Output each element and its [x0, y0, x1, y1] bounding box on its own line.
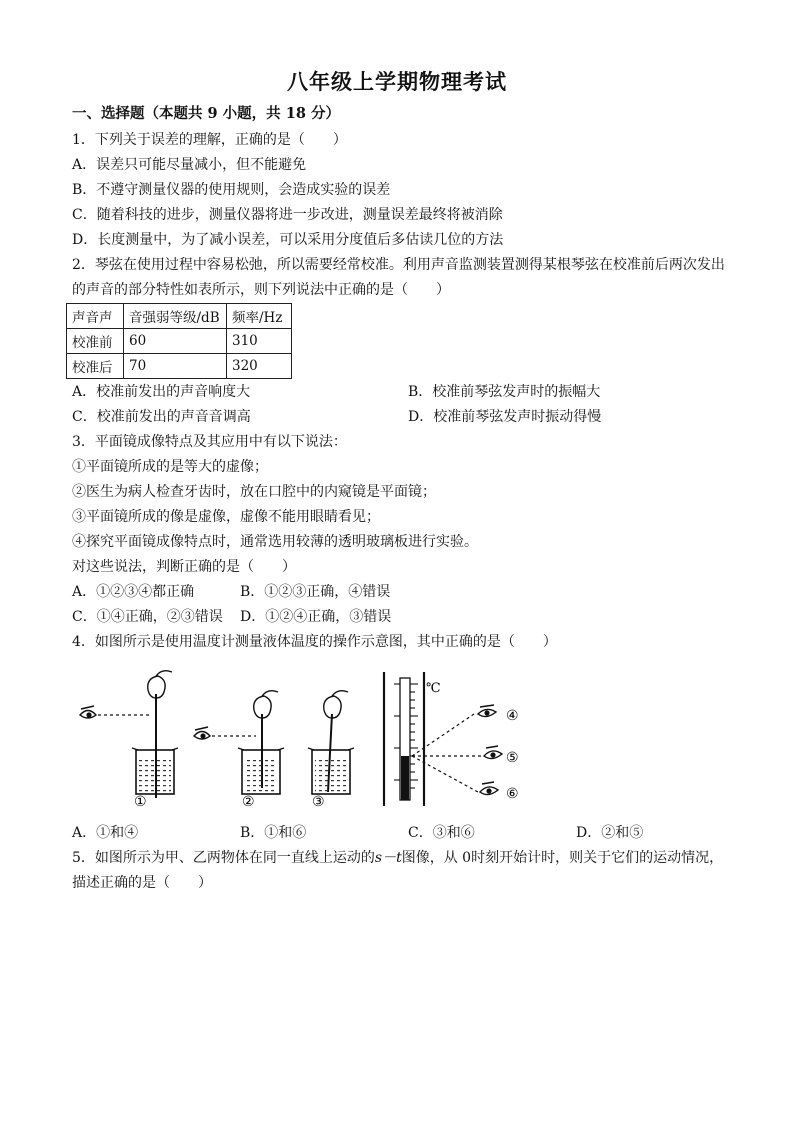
- view-label: ④: [506, 708, 519, 724]
- table-header-row: [67, 304, 292, 329]
- view-label: ⑥: [506, 786, 519, 802]
- q5-stem-part: 图像，从 0时刻开始计时，则关于它们的运动情况，: [401, 850, 724, 866]
- q1-option-c: C．随着科技的进步，测量仪器将进一步改进，测量误差最终将被消除: [72, 207, 503, 223]
- page-title: 八年级上学期物理考试: [287, 69, 507, 94]
- sound-table: [66, 303, 292, 379]
- table-header-cell: 频率/Hz: [227, 304, 292, 329]
- q1-option-d: D．长度测量中，为了减小误差，可以采用分度值后多估读几位的方法: [72, 232, 504, 248]
- q3-option-d: D．①②④正确，③错误: [240, 609, 392, 625]
- q4-option-a: A．①和④: [72, 825, 139, 841]
- setup-label: ③: [312, 794, 325, 810]
- hand-icon: [254, 691, 278, 718]
- eye-icon: [80, 706, 96, 718]
- thermometer-figure: [72, 668, 532, 810]
- view-label: ⑤: [506, 750, 519, 766]
- table-row: [67, 329, 292, 354]
- table-header-cell: 声音声: [67, 304, 124, 329]
- q2-option-d: D．校准前琴弦发声时振动得慢: [408, 409, 602, 425]
- q2-option-c: C．校准前发出的声音音调高: [72, 409, 251, 425]
- q1-stem: 1．下列关于误差的理解，正确的是（ ）: [72, 132, 347, 148]
- q5-stem-line2: 描述正确的是（ ）: [72, 875, 212, 891]
- q4-option-d: D．②和⑤: [576, 825, 644, 841]
- table-cell: 70: [124, 354, 227, 379]
- table-row: [67, 354, 292, 379]
- table-cell: 校准后: [67, 354, 124, 379]
- q4-option-b: B．①和⑥: [240, 825, 307, 841]
- setup-label: ①: [134, 794, 147, 810]
- q2-option-a: A．校准前发出的声音响度大: [72, 384, 251, 400]
- table-cell: 60: [124, 329, 227, 354]
- eye-icon: [484, 746, 502, 759]
- section-heading: 一、选择题（本题共 9 小题，共 18 分）: [72, 105, 340, 122]
- q5-stem-line1: [72, 848, 723, 868]
- q5-variable: s－t: [374, 850, 402, 866]
- eye-icon: [478, 705, 496, 717]
- beaker-icon: [308, 748, 354, 794]
- setup-3: [308, 691, 354, 810]
- q3-option-a: A．①②③④都正确: [72, 584, 195, 600]
- q5-stem-part: 5．如图所示为甲、乙两物体在同一直线上运动的: [72, 850, 375, 866]
- q3-statement-4: ④探究平面镜成像特点时，通常选用较薄的透明玻璃板进行实验。: [72, 534, 478, 550]
- setup-2: [194, 691, 284, 810]
- eye-icon: [480, 782, 498, 795]
- q3-option-c: C．①④正确，②③错误: [72, 609, 223, 625]
- q3-stem: 3．平面镜成像特点及其应用中有以下说法：: [72, 434, 347, 450]
- hand-icon: [324, 691, 348, 718]
- table-header-cell: 音强弱等级/dB: [124, 304, 227, 329]
- q1-option-a: A．误差只可能尽量减小，但不能避免: [72, 157, 307, 173]
- thermometer-reading: [384, 672, 519, 806]
- q3-statement-3: ③平面镜所成的像是虚像，虚像不能用眼睛看见；: [72, 509, 380, 525]
- setup-label: ②: [242, 794, 255, 810]
- setup-1: [80, 671, 178, 810]
- unit-label: ℃: [426, 681, 441, 696]
- q4-option-c: C．③和⑥: [408, 825, 475, 841]
- q4-stem: 4．如图所示是使用温度计测量液体温度的操作示意图，其中正确的是（ ）: [72, 634, 557, 650]
- eye-icon: [194, 727, 210, 739]
- table-cell: 310: [227, 329, 292, 354]
- q2-stem-line1: 2．琴弦在使用过程中容易松弛，所以需要经常校准。利用声音监测装置测得某根琴弦在校准前后两次发出: [72, 257, 725, 273]
- table-cell: 320: [227, 354, 292, 379]
- table-cell: 校准前: [67, 329, 124, 354]
- hand-icon: [148, 671, 172, 698]
- q3-statement-1: ①平面镜所成的是等大的虚像；: [72, 459, 268, 475]
- q3-judge: 对这些说法，判断正确的是（ ）: [72, 559, 296, 575]
- q2-stem-line2: 的声音的部分特性如表所示，则下列说法中正确的是（ ）: [72, 282, 450, 298]
- q1-option-b: B．不遵守测量仪器的使用规则，会造成实验的误差: [72, 182, 391, 198]
- q3-option-b: B．①②③正确，④错误: [240, 584, 391, 600]
- q2-option-b: B．校准前琴弦发声时的振幅大: [408, 384, 601, 400]
- q3-statement-2: ②医生为病人检查牙齿时，放在口腔中的内窥镜是平面镜；: [72, 484, 436, 500]
